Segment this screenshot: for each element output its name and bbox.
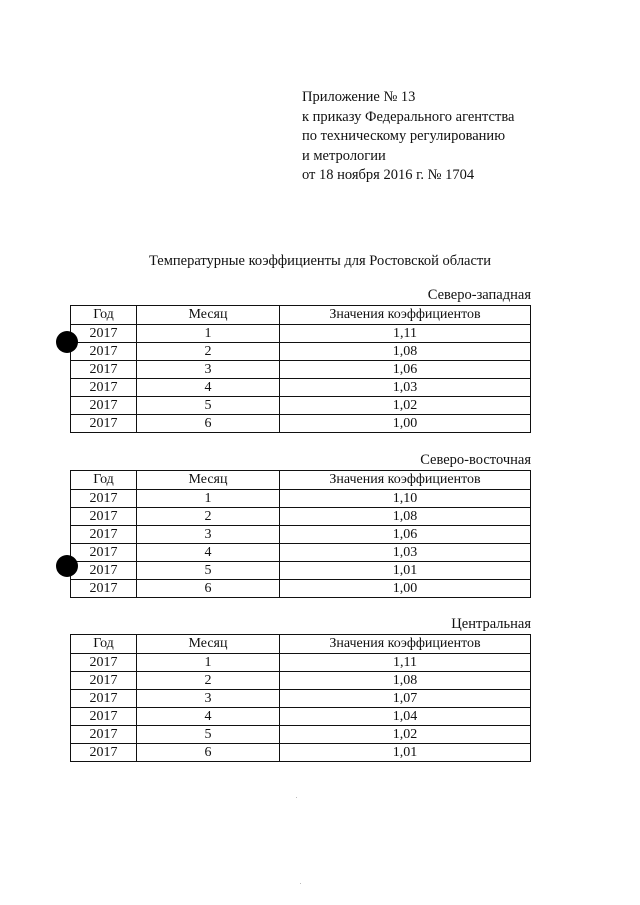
table-row [71, 325, 531, 343]
coefficients-table-central [70, 634, 531, 762]
region-label-northeast: Северо-восточная [420, 452, 531, 468]
year-cell: 2017 [71, 744, 137, 762]
year-cell: 2017 [71, 490, 137, 508]
coefficients-table-northwest [70, 305, 531, 433]
appendix-header [302, 88, 514, 186]
year-cell: 2017 [71, 379, 137, 397]
month-cell: 1 [137, 325, 280, 343]
value-cell: 1,08 [280, 508, 531, 526]
month-cell: 2 [137, 672, 280, 690]
table-row [71, 708, 531, 726]
year-cell: 2017 [71, 708, 137, 726]
month-cell: 5 [137, 562, 280, 580]
value-cell: 1,00 [280, 415, 531, 433]
year-cell: 2017 [71, 544, 137, 562]
column-header-value: Значения коэффициентов [280, 471, 531, 490]
table-row [71, 654, 531, 672]
table-row [71, 397, 531, 415]
month-cell: 4 [137, 544, 280, 562]
document-title: Температурные коэффициенты для Ростовской области [148, 253, 492, 269]
table-row [71, 415, 531, 433]
value-cell: 1,00 [280, 580, 531, 598]
year-cell: 2017 [71, 562, 137, 580]
value-cell: 1,06 [280, 526, 531, 544]
month-cell: 3 [137, 526, 280, 544]
header-line: и метрологии [302, 147, 386, 164]
value-cell: 1,01 [280, 562, 531, 580]
table-row [71, 343, 531, 361]
year-cell: 2017 [71, 526, 137, 544]
table-row [71, 744, 531, 762]
year-cell: 2017 [71, 672, 137, 690]
value-cell: 1,02 [280, 726, 531, 744]
column-header-value: Значения коэффициентов [280, 306, 531, 325]
table-header-row [71, 635, 531, 654]
header-line: от 18 ноября 2016 г. № 1704 [302, 167, 475, 183]
value-cell: 1,08 [280, 343, 531, 361]
column-header-month: Месяц [137, 635, 280, 654]
table-row [71, 361, 531, 379]
month-cell: 4 [137, 379, 280, 397]
coefficients-table-northeast [70, 470, 531, 598]
month-cell: 6 [137, 580, 280, 598]
column-header-year: Год [71, 306, 137, 325]
column-header-month: Месяц [137, 306, 280, 325]
table-row [71, 379, 531, 397]
value-cell: 1,03 [280, 379, 531, 397]
table-header-row [71, 306, 531, 325]
value-cell: 1,06 [280, 361, 531, 379]
month-cell: 4 [137, 708, 280, 726]
table-header-row [71, 471, 531, 490]
column-header-year: Год [71, 471, 137, 490]
year-cell: 2017 [71, 325, 137, 343]
month-cell: 5 [137, 726, 280, 744]
year-cell: 2017 [71, 415, 137, 433]
year-cell: 2017 [71, 580, 137, 598]
region-label-northwest: Северо-западная [427, 287, 531, 303]
value-cell: 1,03 [280, 544, 531, 562]
month-cell: 6 [137, 744, 280, 762]
header-line: по техническому регулированию [302, 128, 506, 144]
table-row [71, 526, 531, 544]
header-line: Приложение № 13 [302, 89, 416, 105]
month-cell: 1 [137, 490, 280, 508]
value-cell: 1,01 [280, 744, 531, 762]
table-row [71, 690, 531, 708]
column-header-month: Месяц [137, 471, 280, 490]
year-cell: 2017 [71, 508, 137, 526]
year-cell: 2017 [71, 397, 137, 415]
value-cell: 1,08 [280, 672, 531, 690]
column-header-year: Год [71, 635, 137, 654]
table-row [71, 726, 531, 744]
column-header-value: Значения коэффициентов [280, 635, 531, 654]
header-line: к приказу Федерального агентства [302, 108, 515, 125]
month-cell: 1 [137, 654, 280, 672]
table-row [71, 508, 531, 526]
month-cell: 2 [137, 343, 280, 361]
table-row [71, 544, 531, 562]
month-cell: 3 [137, 690, 280, 708]
value-cell: 1,10 [280, 490, 531, 508]
month-cell: 2 [137, 508, 280, 526]
value-cell: 1,02 [280, 397, 531, 415]
year-cell: 2017 [71, 343, 137, 361]
region-label-central: Центральная [451, 616, 531, 632]
value-cell: 1,04 [280, 708, 531, 726]
value-cell: 1,07 [280, 690, 531, 708]
year-cell: 2017 [71, 726, 137, 744]
table-row [71, 490, 531, 508]
scan-speck [300, 883, 301, 884]
month-cell: 5 [137, 397, 280, 415]
table-row [71, 562, 531, 580]
year-cell: 2017 [71, 690, 137, 708]
table-row [71, 672, 531, 690]
value-cell: 1,11 [280, 325, 531, 343]
year-cell: 2017 [71, 361, 137, 379]
month-cell: 3 [137, 361, 280, 379]
value-cell: 1,11 [280, 654, 531, 672]
punch-hole [56, 331, 78, 353]
punch-hole [56, 555, 78, 577]
year-cell: 2017 [71, 654, 137, 672]
scan-speck [296, 797, 297, 798]
month-cell: 6 [137, 415, 280, 433]
table-row [71, 580, 531, 598]
